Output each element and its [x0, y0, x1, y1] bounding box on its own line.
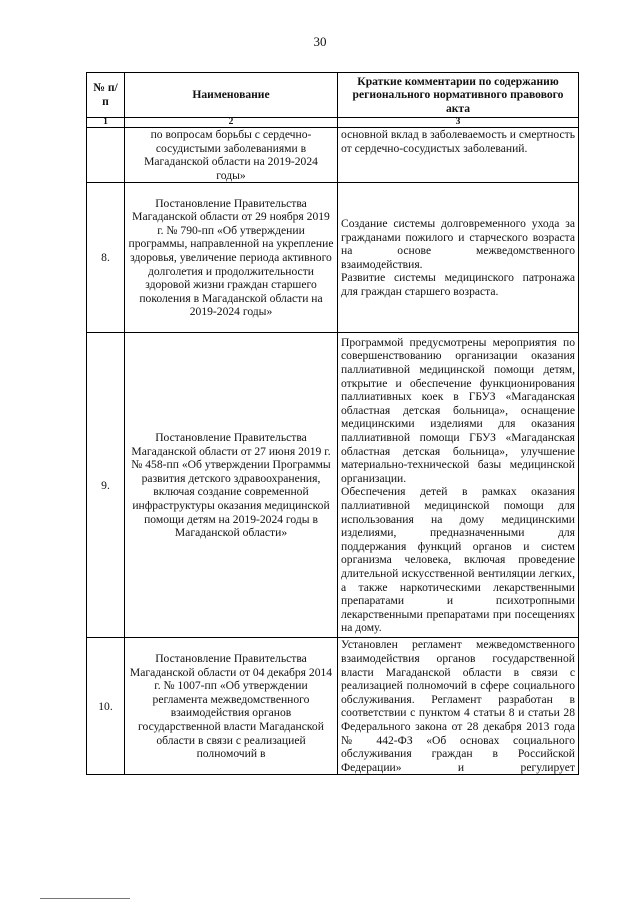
- table-row: [87, 183, 579, 333]
- header-number: № п/п: [87, 73, 125, 118]
- comment-paragraph: Обеспечения детей в рамках оказания паллиативной медицинской помощи для использования на дому медицинскими изделиями, предназначенными для поддержания функций органов и систем организма человека, включая проведение длительной искусственной вентиляции легких, а также наркотическими лекарственными препаратами и психотропными лекарственными препаратами при посещениях на дому.: [341, 485, 575, 635]
- row-comment: [338, 183, 579, 333]
- row-name: Постановление Правительства Магаданской области от 29 ноября 2019 г. № 790-пп «Об утверждении программы, направленной на укрепление здоровья, увеличение периода активного долголетия и продолжительности здоровой жизни граждан старшего поколения в Магаданской области на 2019-2024 годы»: [125, 183, 338, 333]
- row-comment: [338, 333, 579, 638]
- row-name: по вопросам борьбы с сердечно-сосудистыми заболеваниями в Магаданской области на 2019-2024 годы»: [125, 128, 338, 183]
- row-comment: [338, 638, 579, 775]
- column-number: 2: [125, 118, 338, 128]
- comment-paragraph: Создание системы долговременного ухода за гражданами пожилого и старческого возраста на основе межведомственного взаимодействия.: [341, 217, 575, 271]
- comment-paragraph: Программой предусмотрены мероприятия по совершенствованию организации оказания паллиативной медицинской помощи детям, открытие и обеспечение функционирования паллиативных коек в ГБУЗ «Магаданская областная детская больница», оснащение медицинскими изделиями для оказания паллиативной помощи ГБУЗ «Магаданская областная детская больница», улучшение материально-технической базы медицинской организации.: [341, 335, 575, 485]
- column-number-row: [87, 118, 579, 128]
- row-number: 10.: [87, 638, 125, 775]
- table-row: [87, 333, 579, 638]
- header-comment: Краткие комментарии по содержанию регионального нормативного правового акта: [338, 73, 579, 118]
- column-number: 3: [338, 118, 579, 128]
- comment-paragraph: Развитие системы медицинского патронажа для граждан старшего возраста.: [341, 271, 575, 299]
- row-comment: [338, 128, 579, 183]
- row-name: Постановление Правительства Магаданской области от 04 декабря 2014 г. № 1007-пп «Об утверждении регламента межведомственного взаимодействия органов государственной власти Магаданской области в связи с реализацией полномочий в: [125, 638, 338, 775]
- row-number: 8.: [87, 183, 125, 333]
- table-row: [87, 128, 579, 183]
- page-number: 30: [313, 34, 327, 49]
- regulatory-acts-table: [86, 72, 579, 775]
- row-name: Постановление Правительства Магаданской области от 27 июня 2019 г. № 458-пп «Об утверждении Программы развития детского здравоохранения, включая создание современной инфраструктуры оказания медицинской помощи детям на 2019-2024 годы в Магаданской области»: [125, 333, 338, 638]
- comment-paragraph: основной вклад в заболеваемость и смертность от сердечно-сосудистых заболеваний.: [341, 128, 575, 155]
- page-bottom-rule: [40, 898, 130, 899]
- table-header-row: [87, 73, 579, 118]
- table-row: [87, 638, 579, 775]
- column-number: 1: [87, 118, 125, 128]
- row-number: [87, 128, 125, 183]
- row-number: 9.: [87, 333, 125, 638]
- comment-paragraph: Установлен регламент межведомственного взаимодействия органов государственной власти Магаданской области в связи с реализацией полномочий в сфере социального обслуживания. Регламент разработан в соответствии с пунктом 4 статьи 8 и статьи 28 Федерального закона от 28 декабря 2013 года № 442-ФЗ «Об основах социального обслуживания граждан в Российской Федерации» и регулирует: [341, 638, 575, 774]
- header-name: Наименование: [125, 73, 338, 118]
